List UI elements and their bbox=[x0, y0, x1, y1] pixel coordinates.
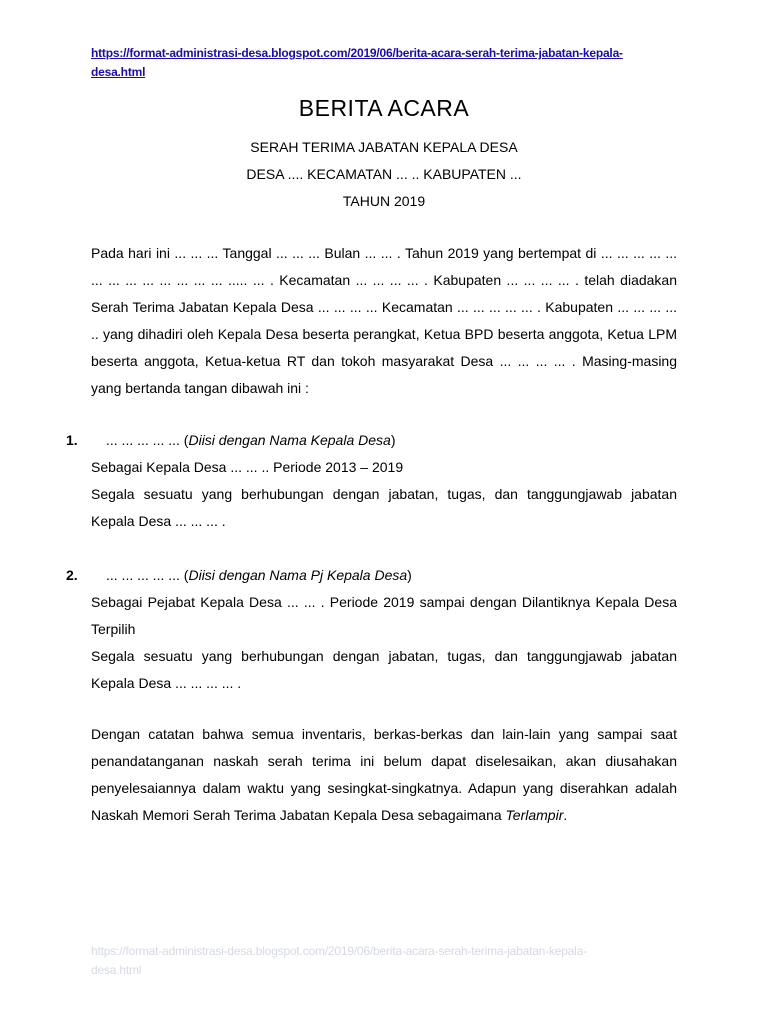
watermark-link bbox=[91, 942, 691, 980]
source-link-line2: desa.html bbox=[91, 65, 146, 79]
closing-paragraph bbox=[91, 721, 677, 829]
closing-text: Dengan catatan bahwa semua inventaris, berkas-berkas dan lain-lain yang sampai saat penandatanganan naskah serah terima ini belum dapat diselesaikan, akan diusahakan penyelesaiannya dalam waktu yang sesingkat-singkatnya. Adapun yang diserahkan adalah Naskah Memori Serah Terima Jabatan Kepala Desa sebagaimana bbox=[91, 726, 677, 823]
item-placeholder-2: Diisi dengan Nama Pj Kepala Desa bbox=[188, 567, 408, 583]
item-role-2: Sebagai Pejabat Kepala Desa ... ... . Periode 2019 sampai dengan Dilantiknya Kepala Desa Terpilih bbox=[91, 594, 677, 637]
item-resp-2-line2: Kepala Desa ... ... ... ... . bbox=[91, 675, 242, 691]
item-resp-2-line1: Segala sesuatu yang berhubungan dengan jabatan, tugas, dan tanggungjawab jabatan bbox=[91, 648, 677, 664]
item-close-2: ) bbox=[407, 567, 412, 583]
document-subtitle-1: SERAH TERIMA JABATAN KEPALA DESA bbox=[250, 139, 518, 155]
item-heading-2 bbox=[106, 562, 676, 589]
closing-end: . bbox=[563, 807, 568, 823]
item-body-2 bbox=[91, 589, 677, 697]
document-subtitle-3: TAHUN 2019 bbox=[342, 193, 426, 209]
item-resp-1-line1: Segala sesuatu yang berhubungan dengan jabatan, tugas, dan tanggungjawab jabatan bbox=[91, 486, 677, 502]
item-number-1: 1. bbox=[66, 432, 78, 448]
item-placeholder-1: Diisi dengan Nama Kepala Desa bbox=[188, 432, 391, 448]
item-close-1: ) bbox=[390, 432, 396, 448]
item-dots-2: ... ... ... ... ... ( bbox=[106, 567, 189, 583]
source-link[interactable] bbox=[91, 44, 691, 82]
item-role-1: Sebagai Kepala Desa ... ... .. Periode 2013 – 2019 bbox=[91, 459, 404, 475]
item-body-1 bbox=[91, 454, 677, 535]
item-dots-1: ... ... ... ... ... ( bbox=[106, 432, 189, 448]
source-link-line1: https://format-administrasi-desa.blogspot.com/2019/06/berita-acara-serah-terima-jabatan-kepala- bbox=[91, 46, 623, 60]
document-title: BERITA ACARA bbox=[298, 95, 470, 121]
intro-paragraph: Pada hari ini ... ... ... Tanggal ... ... ... Bulan ... ... . Tahun 2019 yang bertempat di ... ... ... ... ... ... ... ... ... ... ... ... ... ..... ... . Kecamatan ... ... ... ... . Kabupaten ... ... ... ... . telah diadakan Serah Terima Jabatan Kepala Desa ... ... ... ... Kecamatan ... ... ... ... ... . Kabupaten ... ... ... ... .. yang dihadiri oleh Kepala Desa beserta perangkat, Ketua BPD beserta anggota, Ketua LPM beserta anggota, Ketua-ketua RT dan tokoh masyarakat Desa ... ... ... ... . Masing-masing yang bertanda tangan dibawah ini : bbox=[91, 245, 677, 396]
watermark-line1: https://format-administrasi-desa.blogspot.com/2019/06/berita-acara-serah-terima-jabatan-kepala- bbox=[91, 944, 587, 958]
item-number-2: 2. bbox=[66, 567, 78, 583]
item-resp-1-line2: Kepala Desa ... ... ... . bbox=[91, 513, 226, 529]
closing-italic: Terlampir bbox=[505, 807, 564, 823]
item-heading-1 bbox=[106, 427, 676, 454]
watermark-line2: desa.html bbox=[91, 963, 142, 977]
document-subtitle-2: DESA .... KECAMATAN ... .. KABUPATEN ... bbox=[246, 166, 522, 182]
